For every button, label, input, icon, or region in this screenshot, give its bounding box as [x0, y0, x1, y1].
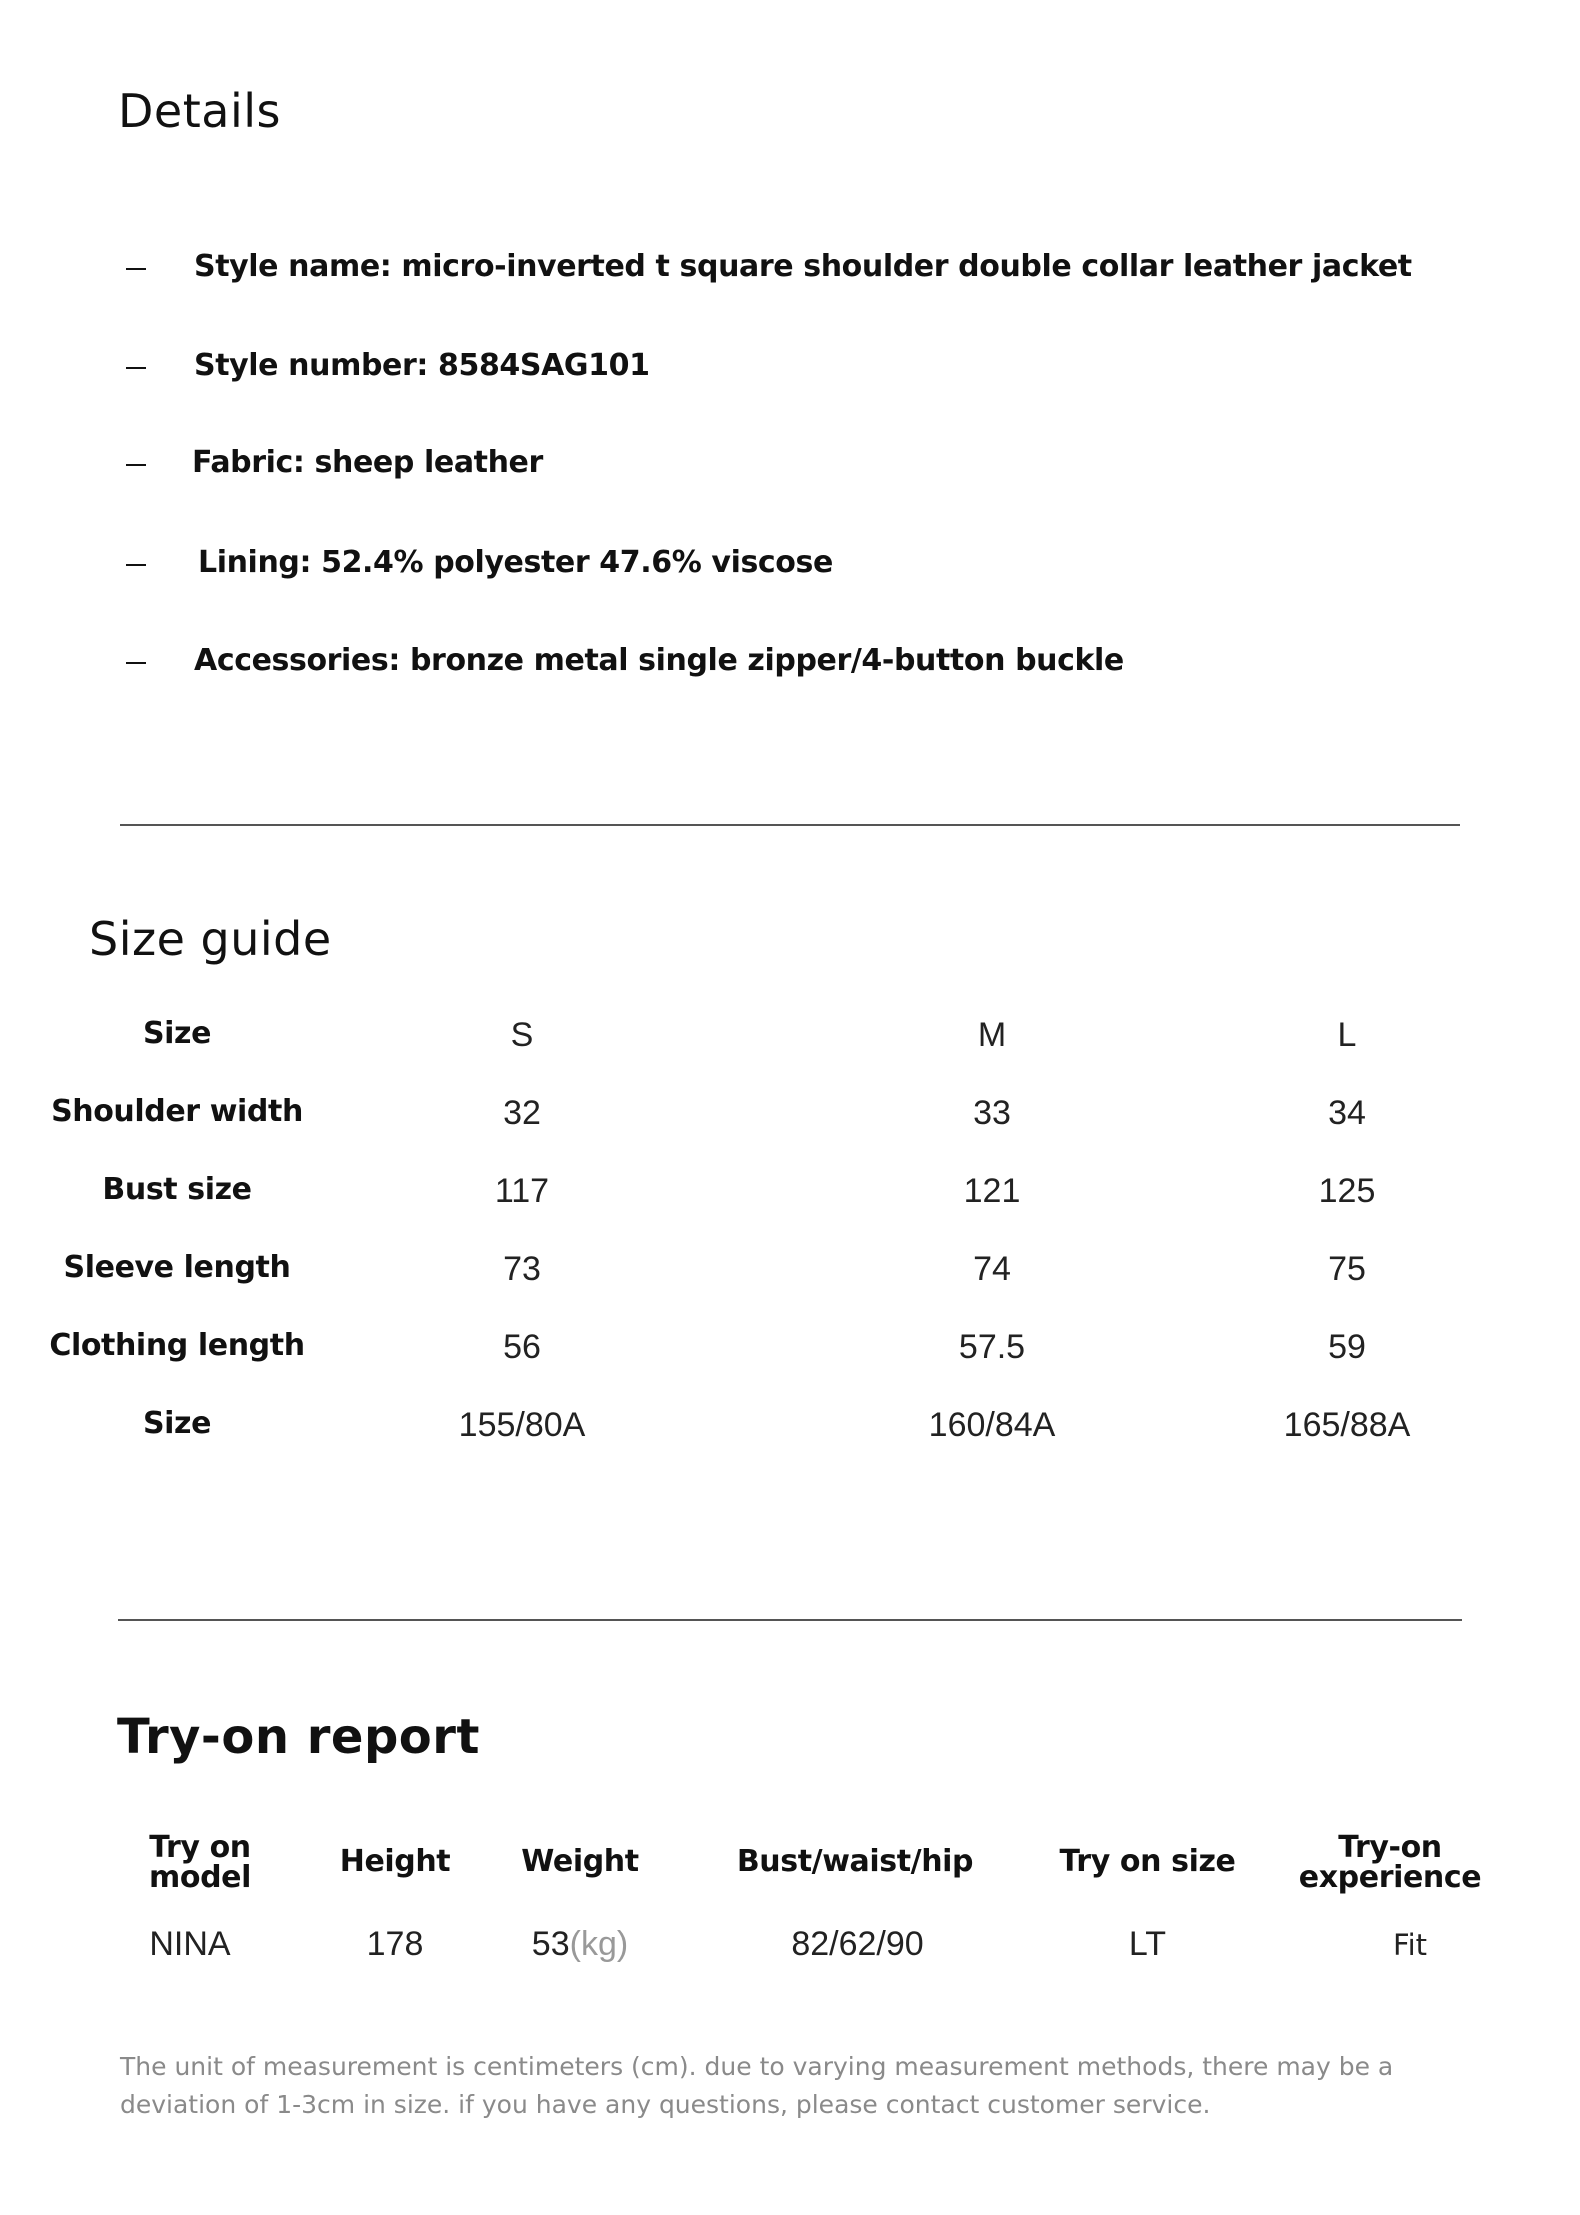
- detail-item-lining: [126, 537, 833, 587]
- divider: [120, 824, 1460, 826]
- cell-experience: Fit: [1393, 1928, 1427, 1962]
- size-cell: 155/80A: [458, 1406, 586, 1444]
- cell-model-name: NINA: [149, 1925, 231, 1963]
- size-cell: M: [977, 1016, 1007, 1054]
- cell-try-on-size: LT: [1128, 1925, 1167, 1963]
- header-line: experience: [1298, 1860, 1482, 1895]
- size-cell: 117: [494, 1172, 550, 1210]
- size-row-label: Shoulder width: [51, 1094, 303, 1129]
- size-cell: 74: [973, 1250, 1011, 1288]
- weight-value: 53: [531, 1925, 570, 1963]
- header-line: Try-on: [1338, 1830, 1442, 1865]
- size-cell: 125: [1318, 1172, 1376, 1210]
- dash-bullet: [126, 464, 146, 466]
- weight-unit: (kg): [569, 1925, 629, 1963]
- cell-height: 178: [366, 1925, 424, 1963]
- detail-text: Accessories: bronze metal single zipper/4-button buckle: [194, 642, 1124, 678]
- detail-item-fabric: [126, 437, 543, 487]
- size-cell: 33: [973, 1094, 1011, 1132]
- size-cell: 56: [503, 1328, 541, 1366]
- size-cell: 121: [963, 1172, 1021, 1210]
- cell-bust-waist-hip: 82/62/90: [791, 1925, 924, 1963]
- dash-bullet: [126, 268, 146, 270]
- detail-text: Lining: 52.4% polyester 47.6% viscose: [198, 544, 833, 580]
- size-row-label: Size: [142, 1406, 212, 1441]
- size-cell: 34: [1328, 1094, 1366, 1132]
- size-cell: 165/88A: [1283, 1406, 1411, 1444]
- header-height: Height: [339, 1844, 451, 1879]
- size-row-label: Size: [142, 1016, 212, 1051]
- header-try-on-experience: [1295, 1830, 1485, 1895]
- details-title: Details: [118, 84, 281, 138]
- detail-text: Style number: 8584SAG101: [194, 347, 650, 383]
- header-weight: Weight: [521, 1844, 639, 1879]
- size-cell: S: [510, 1016, 534, 1054]
- detail-item-style-name: [126, 241, 1412, 291]
- header-line: model: [149, 1860, 251, 1895]
- divider: [118, 1619, 1462, 1621]
- try-on-title: Try-on report: [117, 1709, 480, 1765]
- detail-item-accessories: [126, 635, 1124, 685]
- header-try-on-size: Try on size: [1059, 1844, 1236, 1879]
- size-cell: 160/84A: [928, 1406, 1056, 1444]
- size-guide-title: Size guide: [89, 912, 332, 966]
- size-cell: 57.5: [958, 1328, 1026, 1366]
- dash-bullet: [126, 564, 146, 566]
- size-cell: 59: [1328, 1328, 1366, 1366]
- dash-bullet: [126, 662, 146, 664]
- size-cell: 73: [503, 1250, 541, 1288]
- size-row-label: Bust size: [102, 1172, 252, 1207]
- measurement-note: The unit of measurement is centimeters (cm). due to varying measurement methods, there may be a deviation of 1-3cm in size. if you have any questions, please contact customer service.: [120, 2052, 1394, 2119]
- header-try-on-model: [120, 1830, 280, 1895]
- cell-weight: [495, 1925, 665, 1964]
- size-row-label: Clothing length: [49, 1328, 305, 1363]
- detail-text: Fabric: sheep leather: [192, 444, 543, 480]
- detail-item-style-number: [126, 340, 650, 390]
- size-cell: 32: [503, 1094, 541, 1132]
- header-bust-waist-hip: Bust/waist/hip: [736, 1844, 974, 1879]
- dash-bullet: [126, 367, 146, 369]
- size-cell: L: [1337, 1016, 1357, 1054]
- size-row-label: Sleeve length: [63, 1250, 291, 1285]
- size-cell: 75: [1328, 1250, 1366, 1288]
- detail-text: Style name: micro-inverted t square shoulder double collar leather jacket: [194, 248, 1412, 284]
- header-line: Try on: [149, 1830, 251, 1865]
